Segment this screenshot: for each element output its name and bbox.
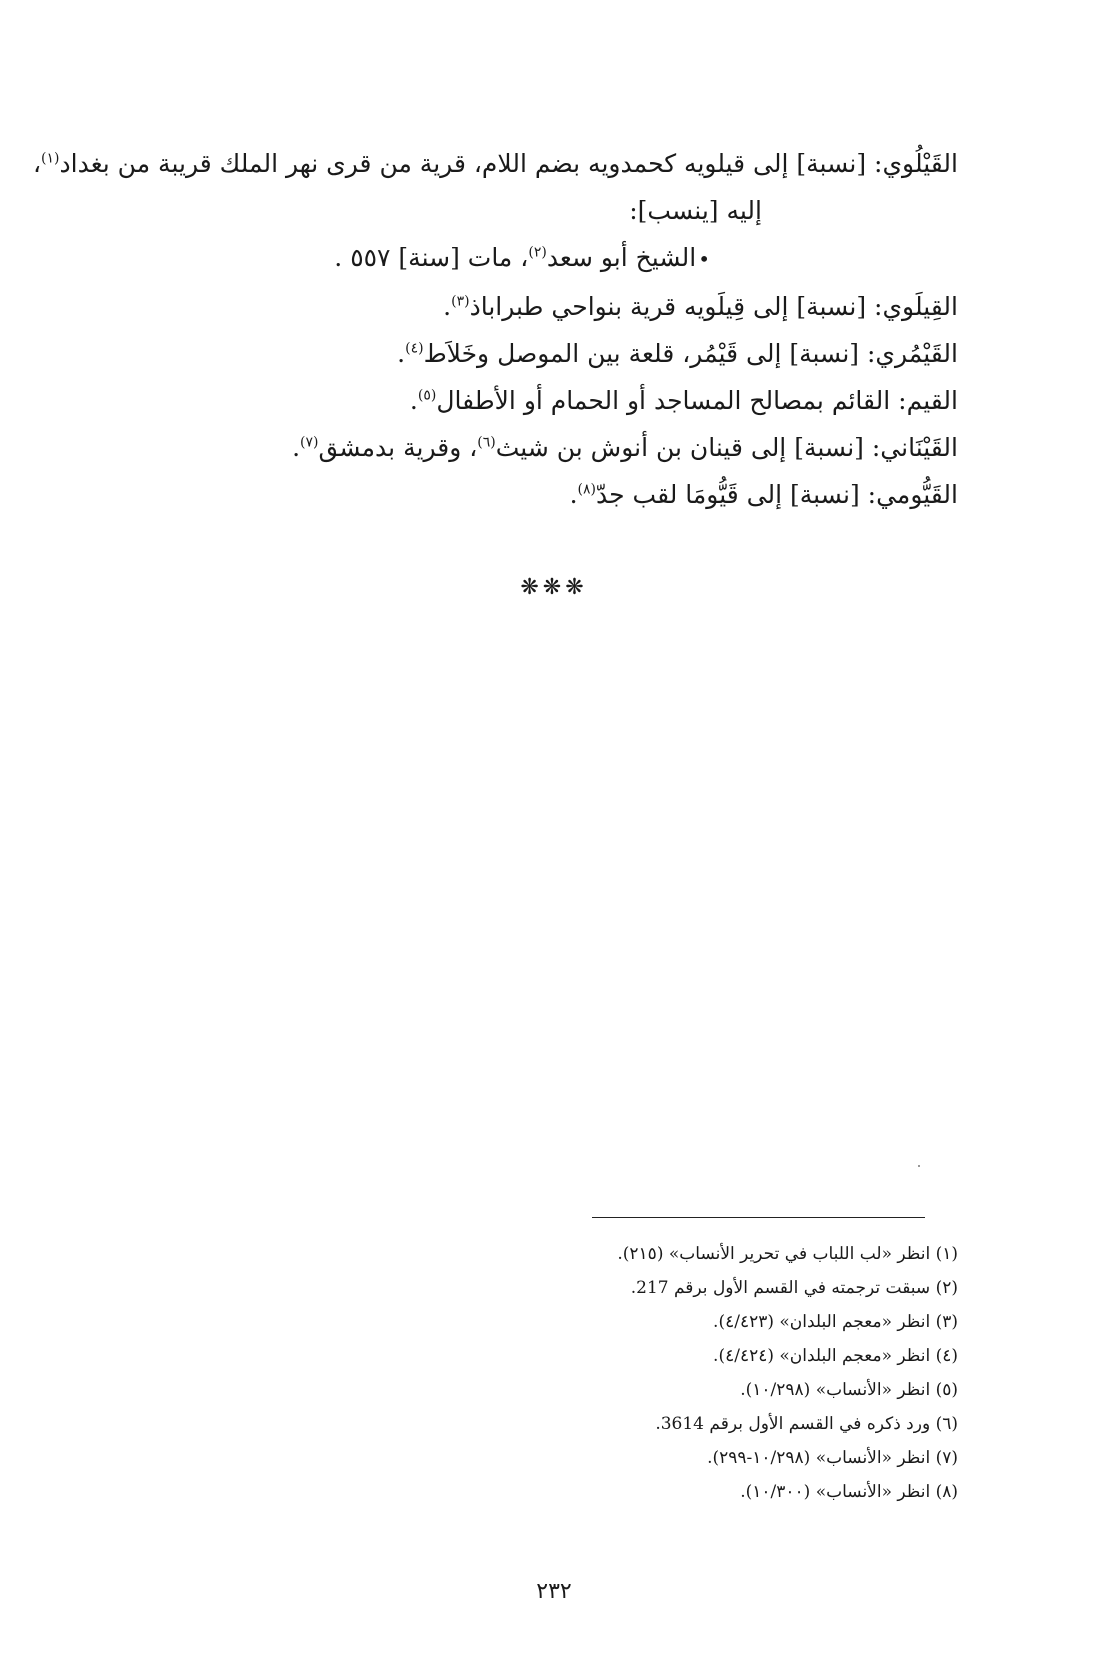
- page-number: ٢٣٢: [536, 1579, 572, 1604]
- footnote-ref: (٢): [528, 244, 547, 261]
- entry-tail: ، وقرية بدمشق: [318, 433, 478, 462]
- entry-qayyim: [138, 377, 958, 424]
- footnote-2: (٢) سبقت ترجمته في القسم الأول برقم 217.: [630, 1278, 958, 1298]
- entry-text: القيم: القائم بمصالح المساجد أو الحمام أو الأطفال: [436, 386, 958, 415]
- entry-text: الشيخ أبو سعد: [546, 243, 697, 272]
- entry-text: القِيلَوي: [نسبة] إلى قِيلَويه قرية بنواحي طبراباذ: [469, 292, 958, 321]
- entry-tail: .: [569, 480, 578, 509]
- entry-tail: .: [443, 292, 452, 321]
- entry-tail: .: [409, 386, 418, 415]
- footnote-rule: [592, 1217, 925, 1218]
- entry-qaynani: [138, 424, 958, 471]
- footnote-1: (١) انظر «لب اللباب في تحرير الأنساب» (٢١٥).: [617, 1244, 958, 1264]
- footnote-ref: (١): [41, 150, 60, 167]
- footnote-4: (٤) انظر «معجم البلدان» (٤/٤٢٤).: [713, 1346, 958, 1366]
- bullet-icon: •: [698, 247, 710, 271]
- entry-text: إليه [ينسب]:: [629, 196, 762, 225]
- footnote-ref: (٧): [300, 434, 319, 451]
- entries-list: [32, 140, 958, 518]
- footnote-7: (٧) انظر «الأنساب» (١٠/٢٩٨-٢٩٩).: [707, 1448, 958, 1468]
- section-separator: ❋❋❋: [520, 575, 588, 600]
- footnote-5: (٥) انظر «الأنساب» (١٠/٢٩٨).: [740, 1380, 958, 1400]
- entry-text: القَيْنَاني: [نسبة] إلى قينان بن أنوش بن شيث: [495, 433, 958, 462]
- entry-tail: ، مات [سنة] ٥٥٧ .: [334, 243, 529, 272]
- stray-dot: [918, 1165, 920, 1167]
- footnote-3: (٣) انظر «معجم البلدان» (٤/٤٢٣).: [713, 1312, 958, 1332]
- entry-qayyumi: [138, 471, 958, 518]
- entry-text: القَيْمُري: [نسبة] إلى قَيْمُر، قلعة بين الموصل وخَلاَط: [423, 339, 958, 368]
- entry-qaylawi: [32, 140, 958, 187]
- entry-tail: .: [292, 433, 301, 462]
- footnote-ref: (٦): [477, 434, 496, 451]
- entry-continuation: [138, 187, 958, 234]
- entry-text: القَيْلُوي: [نسبة] إلى قيلويه كحمدويه بضم اللام، قرية من قرى نهر الملك قريبة من بغداد: [59, 149, 958, 178]
- entry-qilawi: [138, 283, 958, 330]
- entry-tail: ،: [32, 149, 42, 178]
- footnote-ref: (٨): [577, 481, 597, 498]
- footnote-ref: (٣): [451, 293, 470, 310]
- entry-qaymuri: [138, 330, 958, 377]
- footnotes: [258, 1237, 958, 1509]
- footnote-6: (٦) ورد ذكره في القسم الأول برقم 3614.: [655, 1414, 958, 1434]
- entry-text: القَيُّومي: [نسبة] إلى قَيُّومَا لقب جدّ: [596, 480, 958, 509]
- entry-tail: .: [397, 339, 406, 368]
- footnote-ref: (٤): [405, 340, 424, 357]
- footnote-ref: (٥): [417, 387, 437, 404]
- entry-person: [138, 234, 958, 283]
- footnote-8: (٨) انظر «الأنساب» (١٠/٣٠٠).: [740, 1482, 958, 1502]
